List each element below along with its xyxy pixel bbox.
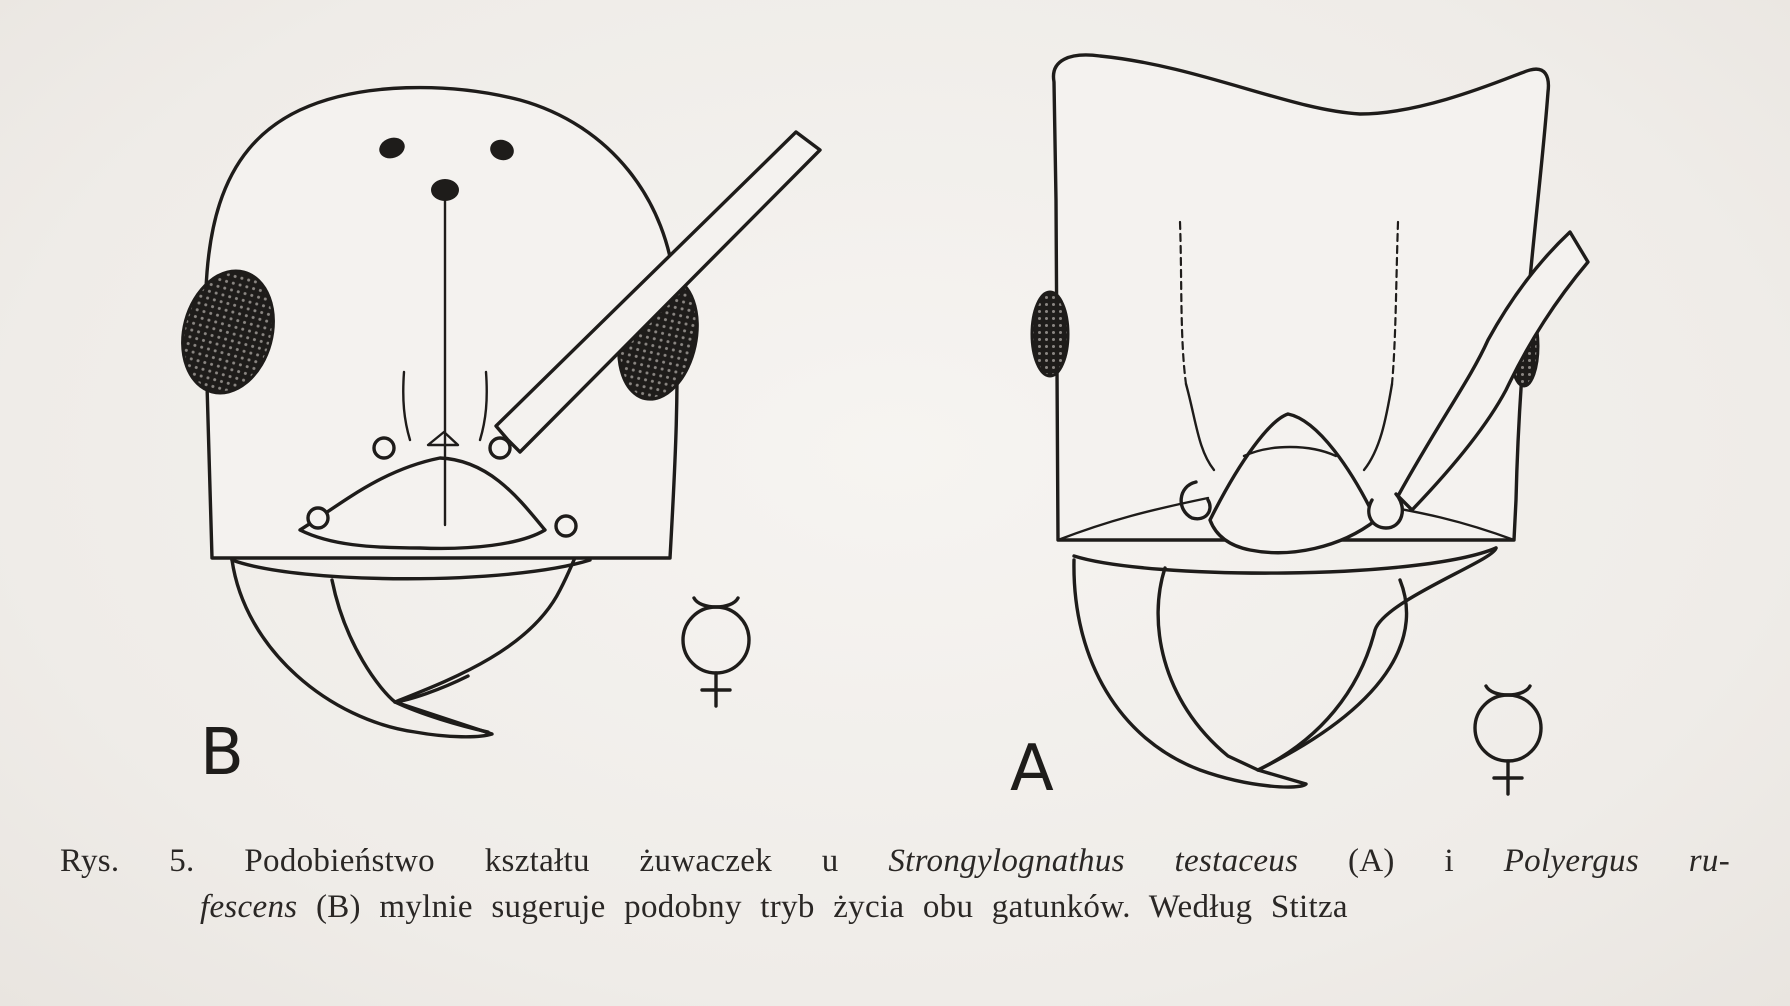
clypeus-lobe-b-right xyxy=(556,516,576,536)
ocellus-b-median xyxy=(431,179,459,201)
mandible-b-inner xyxy=(332,580,488,732)
caption-species-a: Strongylognathus testaceus xyxy=(888,843,1299,879)
worker-symbol-b xyxy=(683,598,749,706)
figure-caption xyxy=(60,838,1730,930)
caption-line-1 xyxy=(60,838,1730,884)
caption-line-2 xyxy=(60,884,1730,930)
caption-suffix: (B) mylnie sugeruje podobny tryb życia obu gatunków. Według Stitza xyxy=(297,889,1348,925)
caption-species-b-part1: Polyergus ru- xyxy=(1503,843,1730,879)
mandible-a-inner xyxy=(1158,568,1258,770)
panel-a-label: A xyxy=(1010,732,1054,806)
caption-species-b-part2: fescens xyxy=(200,889,298,925)
head-a-strongylognathus xyxy=(1032,55,1588,787)
mandible-a-outer xyxy=(1074,548,1496,787)
caption-mid-a: (A) i xyxy=(1298,843,1504,879)
head-b-polyergus xyxy=(169,88,820,737)
worker-symbol-a xyxy=(1475,686,1541,794)
compound-eye-a-left xyxy=(1032,292,1068,376)
mandible-a-right-inner xyxy=(1258,580,1407,770)
clypeus-lobe-b-left xyxy=(308,508,328,528)
caption-prefix: Rys. 5. Podobieństwo kształtu żuwaczek u xyxy=(60,843,889,879)
antennal-socket-b-left xyxy=(374,438,394,458)
panel-b-label: B xyxy=(200,716,244,790)
mandible-b-band xyxy=(232,560,590,579)
